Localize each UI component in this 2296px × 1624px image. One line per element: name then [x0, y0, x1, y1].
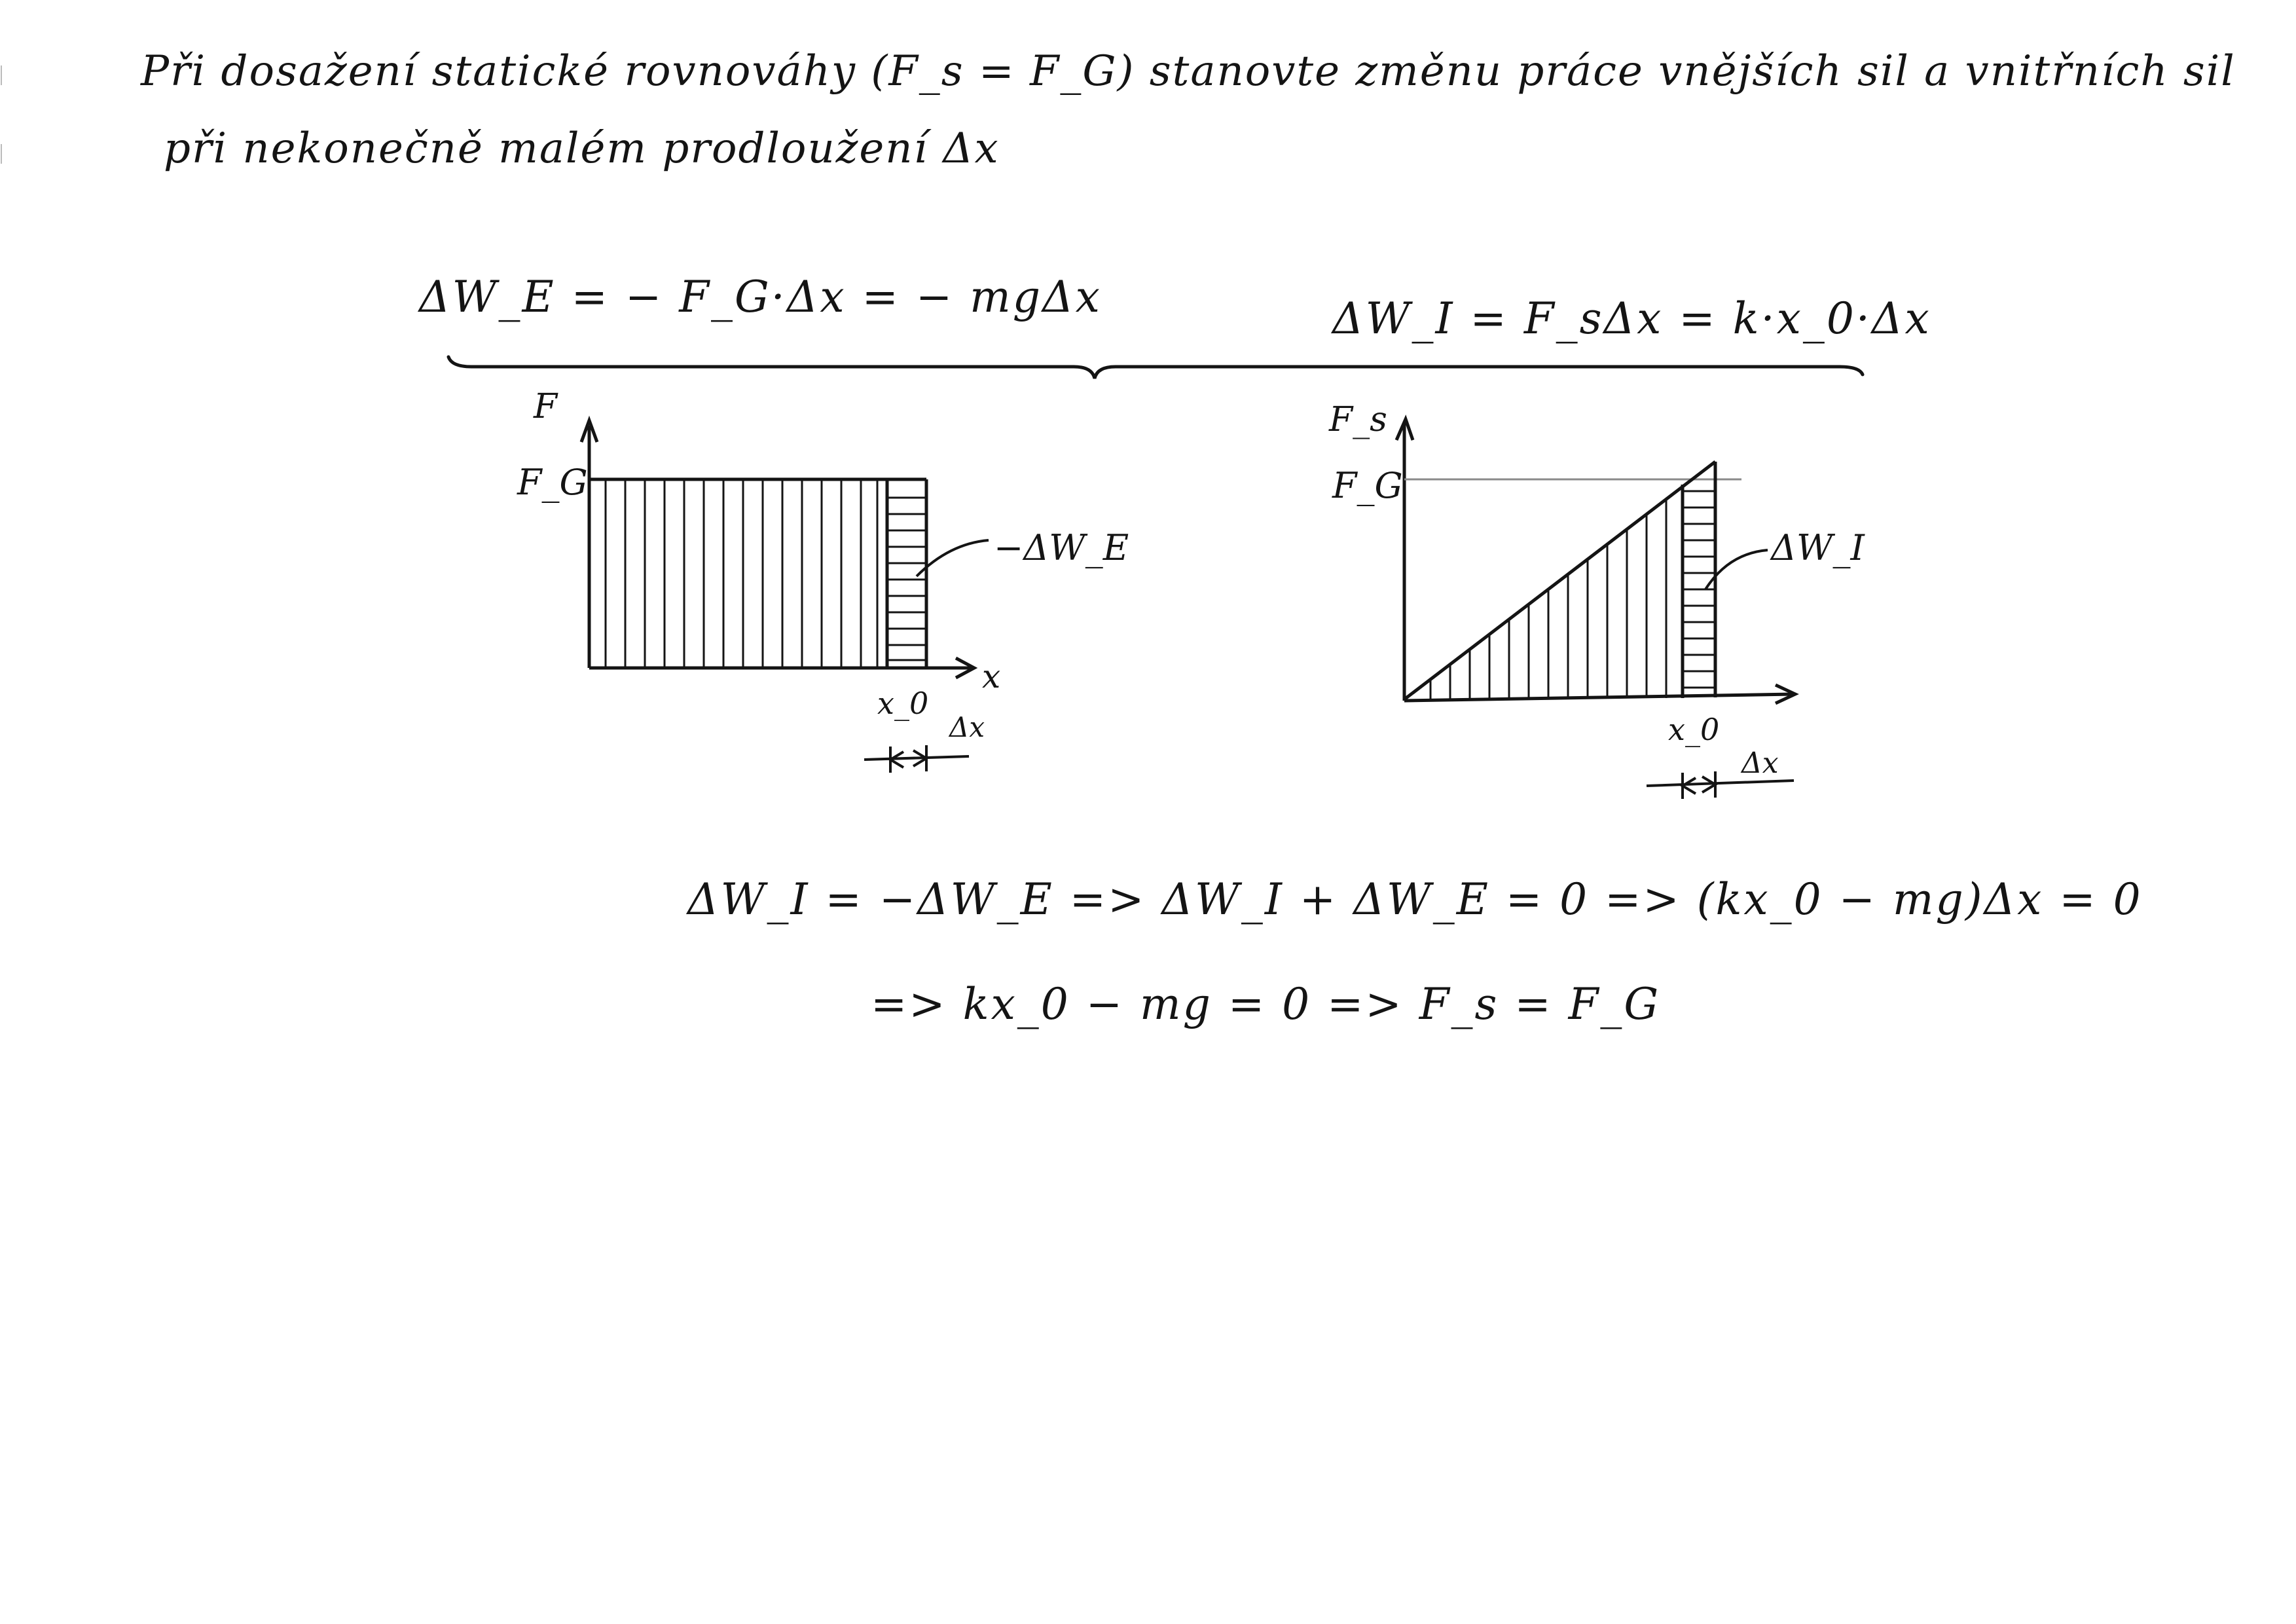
- left-dx-label: Δx: [949, 711, 985, 743]
- left-y-axis-label: F: [534, 387, 558, 426]
- right-work-area-hatch: [1430, 499, 1666, 699]
- right-x-axis: [1404, 694, 1794, 701]
- work-balance-equation: ΔW_I = −ΔW_E => ΔW_I + ΔW_E = 0 => (kx_0 − mg)Δx = 0: [687, 874, 2143, 925]
- left-x-axis-label: x: [982, 657, 1001, 695]
- problem-statement-line-2: při nekonečně malém prodloužení Δx: [164, 124, 1000, 173]
- left-work-area-hatch: [606, 479, 877, 667]
- left-delta-strip-hatch: [888, 498, 925, 660]
- left-x0-label: x_0: [877, 686, 929, 721]
- left-level-label: F_G: [517, 462, 588, 503]
- external-work-equation: ΔW_E = − F_G·Δx = − mgΔx: [419, 272, 1102, 322]
- internal-work-equation: ΔW_I = F_sΔx = k·x_0·Δx: [1332, 293, 1931, 344]
- right-dx-label: Δx: [1741, 747, 1779, 780]
- left-force-diagram: [498, 380, 1129, 799]
- right-y-axis-label: F_s: [1329, 400, 1387, 439]
- right-area-label: ΔW_I: [1771, 527, 1865, 568]
- right-spring-force-diagram: [1309, 393, 1899, 825]
- right-level-label: F_G: [1332, 465, 1403, 506]
- left-area-label: −ΔW_E: [994, 527, 1129, 568]
- right-spring-force-line: [1404, 462, 1715, 699]
- right-x0-label: x_0: [1668, 712, 1720, 747]
- right-delta-strip-hatch: [1684, 491, 1714, 688]
- equilibrium-result-equation: => kx_0 − mg = 0 => F_s = F_G: [871, 979, 1661, 1029]
- left-dx-dimension: [864, 745, 969, 773]
- problem-statement-line-1: Při dosažení statické rovnováhy (F_s = F_G) stanovte změnu práce vnějších sil a vnitřních sil: [141, 47, 2236, 96]
